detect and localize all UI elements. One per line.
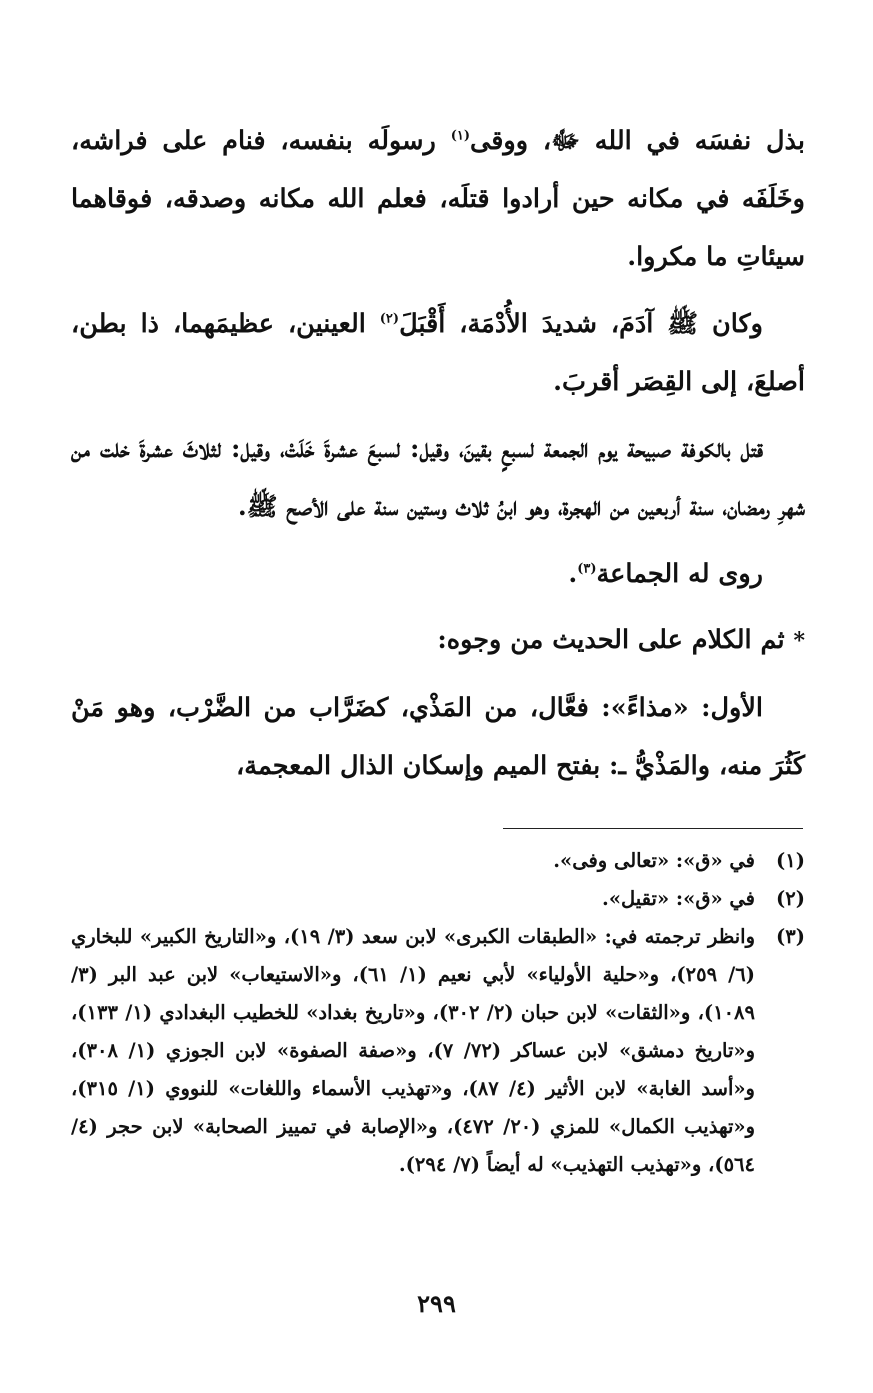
paragraph-2 — [71, 295, 805, 411]
footnote-text: وانظر ترجمته في: «الطبقات الكبرى» لابن سعد (٣/ ١٩)، و«التاريخ الكبير» للبخاري (٦/ ٢٥٩)، و«حلية الأولياء» لأبي نعيم (١/ ٦١)، و«الاستيعاب» لابن عبد البر (٣/ ١٠٨٩)، و«الثقات» لابن حبان (٢/ ٣٠٢)، و«تاريخ بغداد» للخطيب البغدادي (١/ ١٣٣)، و«تاريخ دمشق» لابن عساكر (٧٢/ ٧)، و«صفة الصفوة» لابن الجوزي (١/ ٣٠٨)، و«أسد الغابة» لابن الأثير (٤/ ٨٧)، و«تهذيب الأسماء واللغات» للنووي (١/ ٣١٥)، و«تهذيب الكمال» للمزي (٢٠/ ٤٧٢)، و«الإصابة في تمييز الصحابة» لابن حجر (٤/ ٥٦٤)، و«تهذيب التهذيب» له أيضاً (٧/ ٢٩٤). — [71, 925, 756, 1176]
paragraph-2-rest: العينين، عظيمَهما، ذا بطن، أصلعَ، إلى القِصَر أقربَ. — [71, 309, 805, 397]
heading-star: * — [793, 628, 805, 654]
footnote-1 — [71, 842, 805, 880]
footnote-divider — [503, 828, 803, 829]
paragraph-5-text: «مذاءً»: فعَّال، من المَذْي، كضَرَّاب من الضَّرْب، وهو مَنْ كَثُرَ منه، والمَذْيُّ ـ: بفتح الميم وإسكان الذال المعجمة، — [71, 693, 805, 781]
paragraph-3: قتل بالكوفة صبيحة يوم الجمعة لسبعٍ بقينَ، وقيل: لسبعَ عشرةَ خَلَتْ، وقيل: لثلاثَ عشرةَ خلت من شهرِ رمضان، سنة أربعين من الهجرة، وهو ابنُ ثلاث وستين سنة على الأصح ﷺ. — [71, 434, 805, 522]
paragraph-4 — [71, 545, 805, 603]
footnote-3 — [71, 918, 805, 1184]
footnote-ref-2: (٢) — [379, 311, 400, 327]
paragraph-2-text: وكان ﷺ آدَمَ، شديدَ الأُدْمَة، أَقْبَلَ — [399, 309, 763, 339]
footnote-ref-1: (١) — [450, 128, 470, 144]
footnote-text: في «ق»: «تقيل». — [602, 887, 755, 910]
paragraph-4-end: . — [568, 559, 578, 589]
paragraph-4-text: روى له الجماعة — [596, 559, 763, 589]
footnote-number: (١) — [776, 849, 805, 872]
paragraph-1 — [71, 112, 805, 286]
footnotes — [71, 842, 805, 1184]
section-heading — [71, 611, 805, 670]
paragraph-1-rest: رسولَه بنفسه، فنام على فراشه، وخَلَفَه في مكانه حين أرادوا قتلَه، فعلم الله مكانه وصدقه، فوقاهما سيئاتِ ما مكروا. — [71, 126, 805, 272]
footnote-ref-3: (٣) — [577, 561, 597, 577]
paragraph-5 — [71, 679, 805, 795]
footnote-2 — [71, 880, 805, 918]
paragraph-5-lead: الأول: — [701, 693, 763, 723]
footnote-text: في «ق»: «تعالى وفى». — [553, 849, 755, 872]
main-text — [71, 112, 805, 795]
footnote-number: (٢) — [776, 887, 805, 910]
paragraph-1-text: بذل نفسَه في الله ﷻ، ووقى — [469, 126, 805, 156]
heading-text: ثم الكلام على الحديث من وجوه: — [437, 625, 785, 655]
footnote-number: (٣) — [776, 925, 805, 948]
page-number: ٢٩٩ — [417, 1289, 456, 1318]
